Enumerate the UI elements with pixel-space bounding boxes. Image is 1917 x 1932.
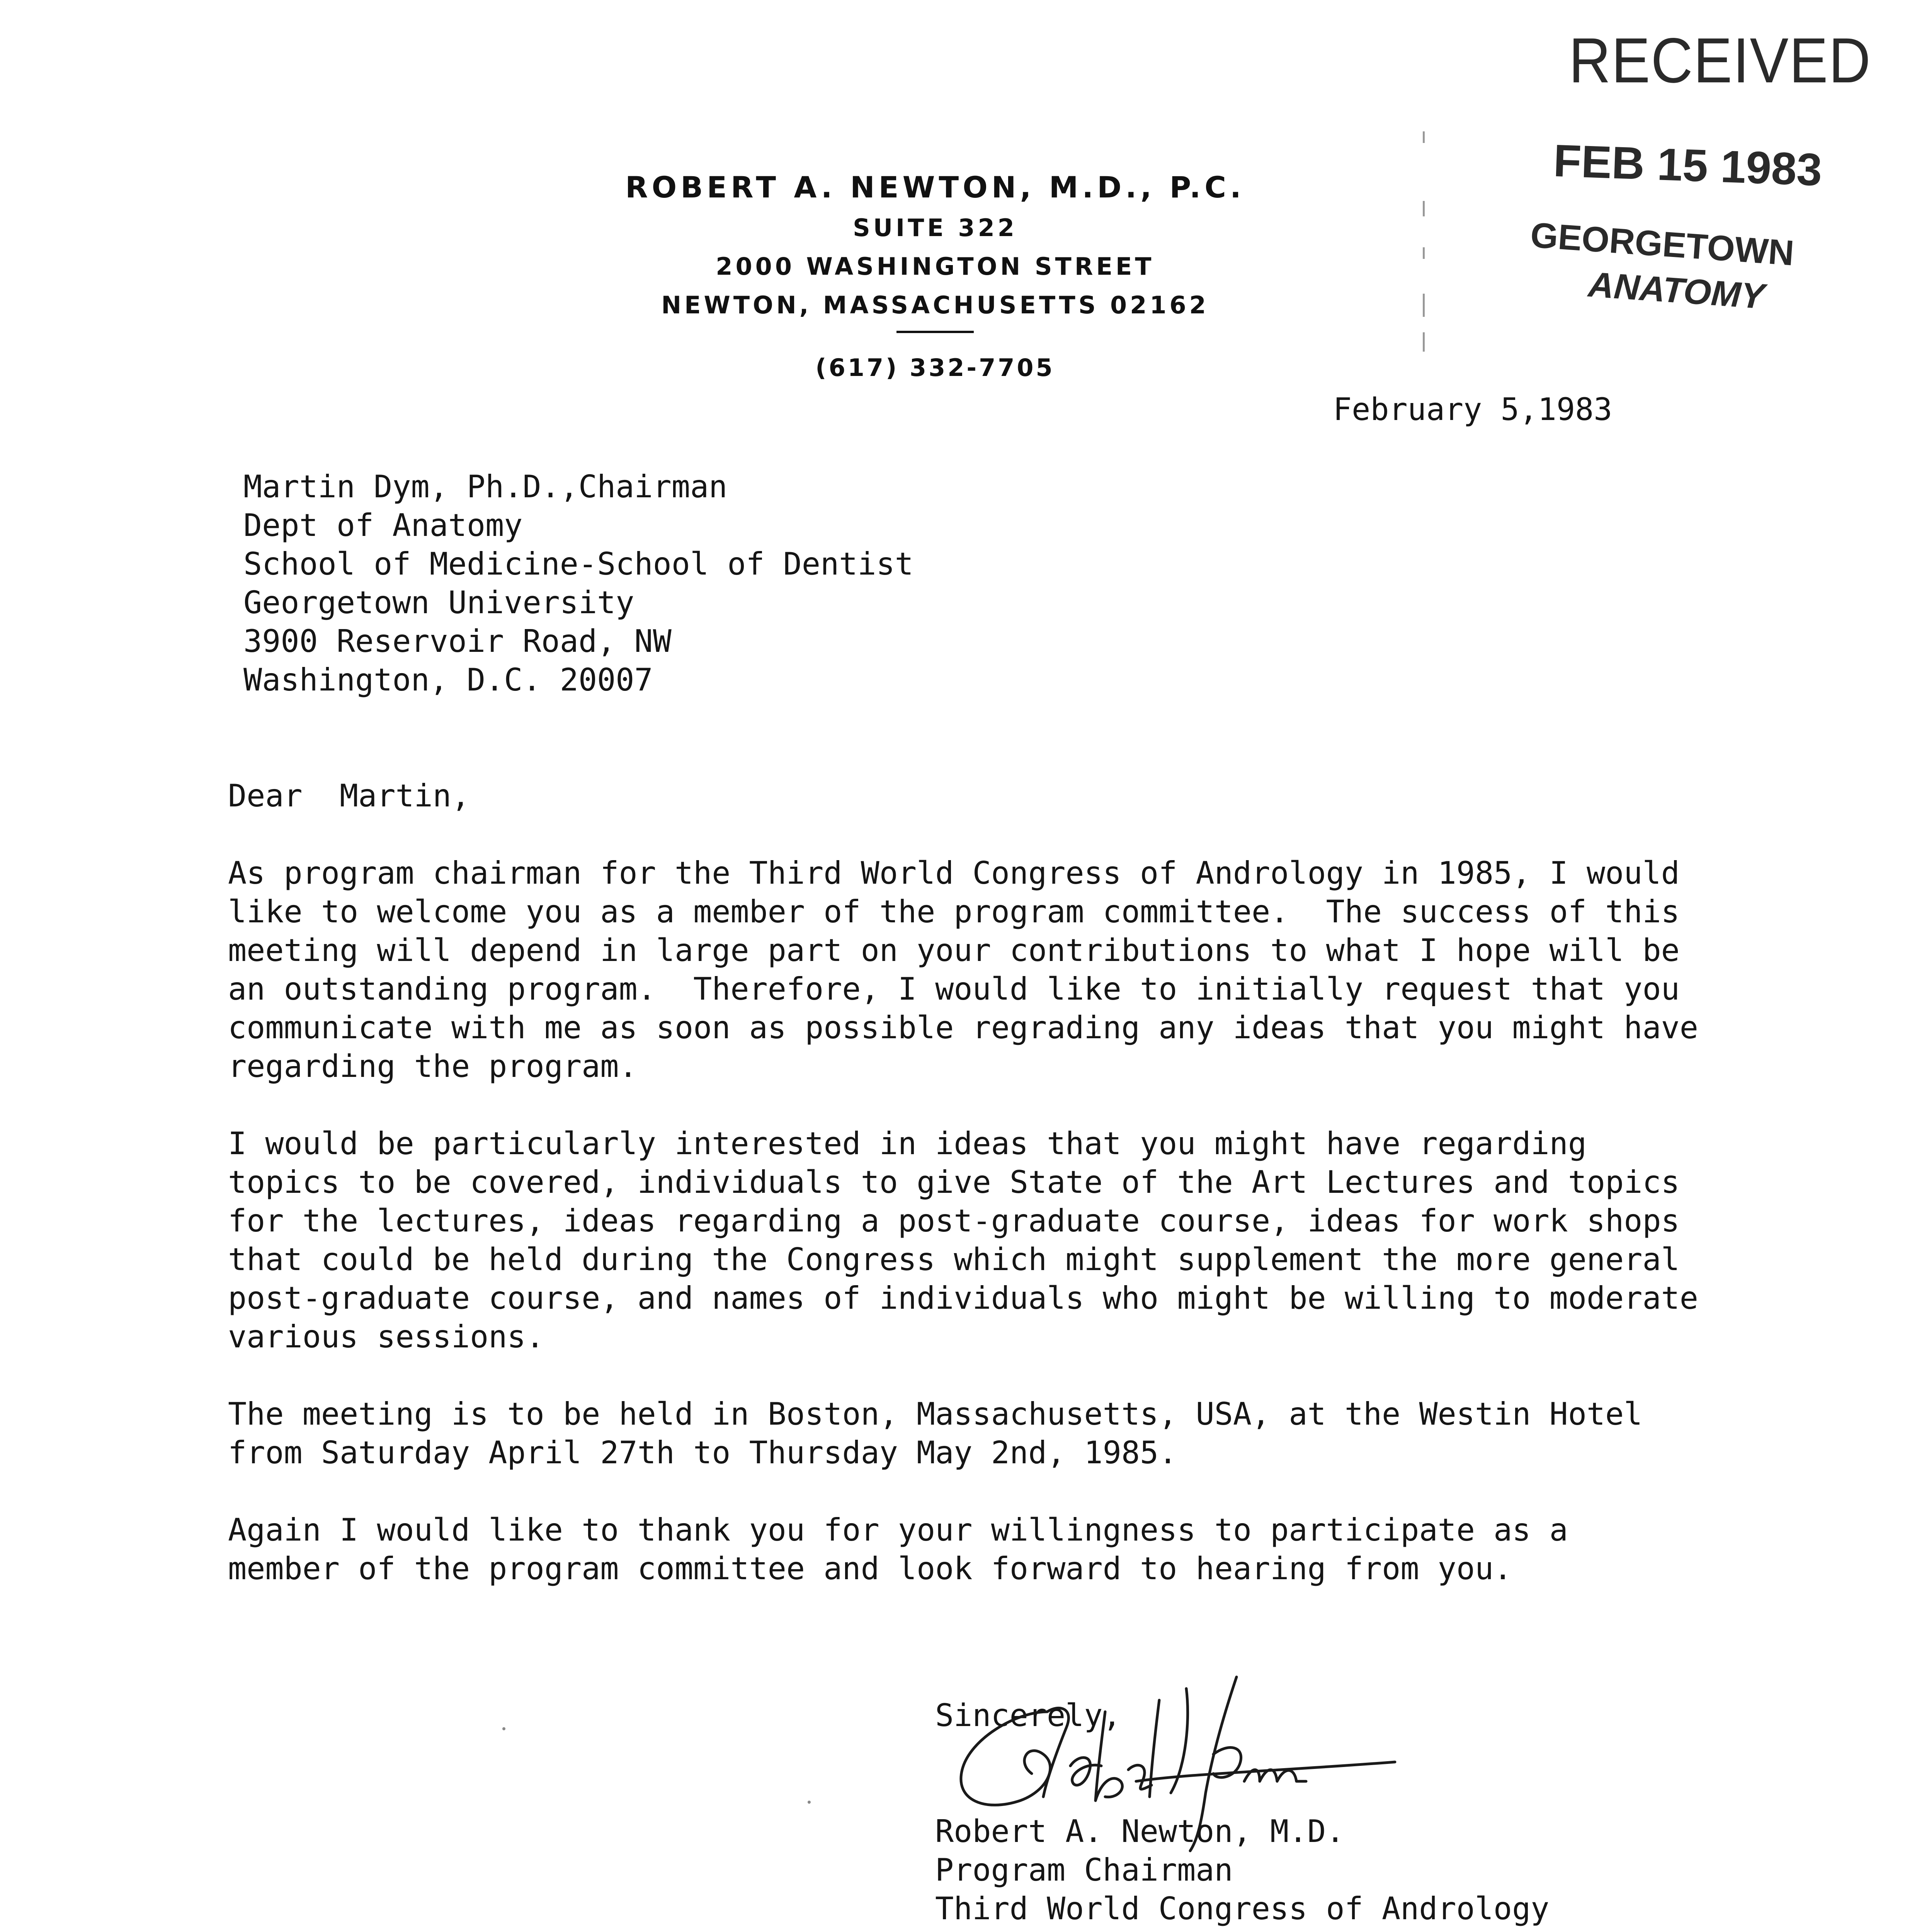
letterhead-phone: (617) 332-7705 <box>815 354 1055 382</box>
paragraph-line: member of the program committee and look forward to hearing from you. <box>228 1551 1512 1587</box>
paragraph-line: an outstanding program. Therefore, I would like to initially request that you <box>228 971 1680 1007</box>
stamp-edge-marks <box>1422 131 1426 355</box>
stamp-department-line1: GEORGETOWN <box>1529 215 1795 273</box>
body-paragraph-1 <box>228 854 1698 1086</box>
paragraph-line: communicate with me as soon as possible regrading any ideas that you might have <box>228 1010 1698 1046</box>
stamp-received-text: RECEIVED <box>1569 24 1871 96</box>
recipient-line: 3900 Reservoir Road, NW <box>243 623 672 659</box>
paragraph-line: The meeting is to be held in Boston, Massachusetts, USA, at the Westin Hotel <box>228 1396 1643 1432</box>
paragraph-line: topics to be covered, individuals to give State of the Art Lectures and topics <box>228 1164 1680 1200</box>
letterhead-name: ROBERT A. NEWTON, M.D., P.C. <box>625 170 1245 204</box>
paragraph-line: regarding the program. <box>228 1048 638 1084</box>
letterhead-suite: SUITE 322 <box>853 214 1017 242</box>
signer-name: Robert A. Newton, M.D. <box>935 1813 1345 1849</box>
paragraph-line: for the lectures, ideas regarding a post-graduate course, ideas for work shops <box>228 1203 1680 1239</box>
recipient-line: School of Medicine-School of Dentist <box>243 546 913 582</box>
salutation: Dear Martin, <box>228 778 470 814</box>
body-paragraph-4 <box>228 1511 1568 1588</box>
paragraph-line: that could be held during the Congress which might supplement the more general <box>228 1242 1680 1277</box>
signer-organization: Third World Congress of Andrology <box>935 1891 1550 1927</box>
recipient-line: Washington, D.C. 20007 <box>243 662 653 698</box>
recipient-line: Dept of Anatomy <box>243 507 523 543</box>
paragraph-line: from Saturday April 27th to Thursday May 2nd, 1985. <box>228 1435 1177 1471</box>
stamp-department-line2: ANATOMY <box>1587 265 1766 316</box>
paragraph-line: I would be particularly interested in ideas that you might have regarding <box>228 1126 1587 1162</box>
letterhead-city: NEWTON, MASSACHUSETTS 02162 <box>661 291 1209 319</box>
signature-block <box>935 1812 1549 1928</box>
paragraph-line: like to welcome you as a member of the program committee. The success of this <box>228 894 1680 930</box>
paragraph-line: Again I would like to thank you for your willingness to participate as a <box>228 1512 1568 1548</box>
closing: Sincerely, <box>935 1697 1121 1733</box>
recipient-address <box>243 468 913 699</box>
letterhead-street: 2000 WASHINGTON STREET <box>716 252 1155 281</box>
recipient-line: Georgetown University <box>243 585 634 621</box>
paragraph-line: meeting will depend in large part on your contributions to what I hope will be <box>228 932 1680 968</box>
body-paragraph-3 <box>228 1395 1642 1472</box>
paragraph-line: various sessions. <box>228 1319 544 1355</box>
paper-speck <box>808 1801 811 1804</box>
paragraph-line: post-graduate course, and names of individuals who might be willing to moderate <box>228 1280 1698 1316</box>
letterhead-divider <box>896 331 974 333</box>
body-paragraph-2 <box>228 1124 1698 1356</box>
letterhead <box>580 166 1291 387</box>
received-stamp <box>1522 23 1871 332</box>
stamp-date: FEB 15 1983 <box>1552 135 1823 196</box>
letter-date: February 5,1983 <box>1333 391 1613 427</box>
signer-title: Program Chairman <box>935 1852 1233 1888</box>
paragraph-line: As program chairman for the Third World Congress of Andrology in 1985, I would <box>228 855 1680 891</box>
paper-speck <box>502 1727 505 1730</box>
recipient-line: Martin Dym, Ph.D.,Chairman <box>243 469 728 505</box>
